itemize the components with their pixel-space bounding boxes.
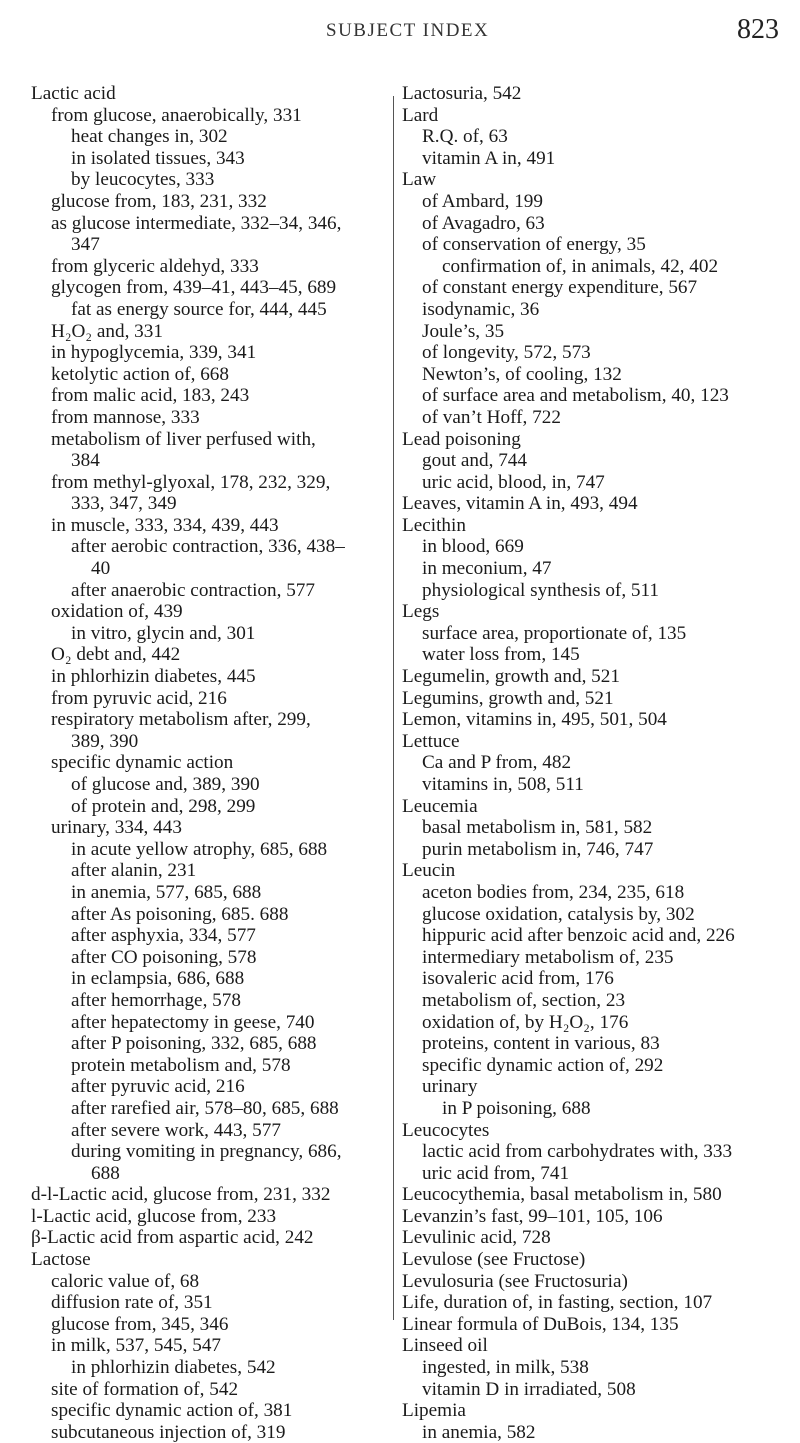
index-entry: Lactosuria, 542 xyxy=(402,83,522,104)
index-subentry: subcutaneous injection of, 319 xyxy=(51,1421,286,1443)
index-subentry: specific dynamic action xyxy=(51,752,234,774)
index-entry: Lettuce xyxy=(402,730,460,752)
index-subentry: aceton bodies from, 234, 235, 618 xyxy=(422,881,685,903)
index-subentry: from glyceric aldehyd, 333 xyxy=(51,255,259,277)
index-subentry: after pyruvic acid, 216 xyxy=(71,1076,245,1098)
right-column xyxy=(402,83,772,1443)
index-subentry: H₂O₂ and, 331 xyxy=(51,320,163,342)
index-subentry: after aerobic contraction, 336, 438– xyxy=(71,536,345,558)
index-subentry: isovaleric acid from, 176 xyxy=(422,968,614,990)
index-subentry: hippuric acid after benzoic acid and, 226 xyxy=(422,925,735,947)
index-subentry: urinary xyxy=(422,1076,478,1098)
index-subentry: fat as energy source for, 444, 445 xyxy=(71,298,327,320)
index-subentry: uric acid, blood, in, 747 xyxy=(422,471,605,493)
index-subentry: after alanin, 231 xyxy=(71,860,197,882)
index-entry: Levulosuria (see Fructosuria) xyxy=(402,1270,628,1292)
index-entry: Leucin xyxy=(402,860,456,882)
index-entry: Levanzin’s fast, 99–101, 105, 106 xyxy=(402,1205,663,1227)
index-entry: Levulose (see Fructose) xyxy=(402,1249,586,1271)
index-subentry: Joule’s, 35 xyxy=(422,320,505,342)
index-subentry: vitamins in, 508, 511 xyxy=(422,774,584,795)
index-subentry: from pyruvic acid, 216 xyxy=(51,687,227,709)
index-entry: Lactose xyxy=(31,1249,91,1271)
index-subentry: 40 xyxy=(91,558,111,580)
index-subentry: after asphyxia, 334, 577 xyxy=(71,925,256,947)
index-subentry: intermediary metabolism of, 235 xyxy=(422,946,674,968)
index-subentry: after severe work, 443, 577 xyxy=(71,1119,281,1141)
index-subentry: of glucose and, 389, 390 xyxy=(71,774,260,795)
index-subentry: after As poisoning, 685. 688 xyxy=(71,903,289,925)
index-subentry: from glucose, anaerobically, 331 xyxy=(51,104,302,126)
index-entry: β-Lactic acid from aspartic acid, 242 xyxy=(31,1227,314,1249)
index-subentry: in anemia, 582 xyxy=(422,1421,536,1443)
index-subentry: oxidation of, 439 xyxy=(51,601,183,623)
index-subentry: 347 xyxy=(71,234,100,256)
index-entry: Life, duration of, in fasting, section, 107 xyxy=(402,1292,713,1314)
index-subentry: basal metabolism in, 581, 582 xyxy=(422,817,653,839)
index-subentry: protein metabolism and, 578 xyxy=(71,1054,291,1076)
index-subentry: Ca and P from, 482 xyxy=(422,752,572,774)
index-subentry: in milk, 537, 545, 547 xyxy=(51,1335,222,1357)
index-entry: Levulinic acid, 728 xyxy=(402,1227,551,1249)
index-subentry: from methyl-glyoxal, 178, 232, 329, xyxy=(51,471,331,493)
index-subentry: specific dynamic action of, 292 xyxy=(422,1054,664,1076)
index-subentry: gout and, 744 xyxy=(422,450,527,472)
page-number: 823 xyxy=(737,14,779,45)
index-subentry: after hemorrhage, 578 xyxy=(71,989,241,1011)
index-subentry: as glucose intermediate, 332–34, 346, xyxy=(51,212,342,234)
index-entry: Legs xyxy=(402,601,440,623)
running-head: SUBJECT INDEX xyxy=(326,20,490,41)
index-subentry: by leucocytes, 333 xyxy=(71,169,215,191)
index-subentry: of conservation of energy, 35 xyxy=(422,234,646,256)
index-subentry: in isolated tissues, 343 xyxy=(71,147,245,169)
column-divider xyxy=(393,96,394,1320)
index-subentry: purin metabolism in, 746, 747 xyxy=(422,838,654,860)
index-subentry: glucose from, 183, 231, 332 xyxy=(51,190,267,212)
index-subentry: in acute yellow atrophy, 685, 688 xyxy=(71,838,328,860)
index-subentry: of van’t Hoff, 722 xyxy=(422,406,561,428)
index-entry: Linear formula of DuBois, 134, 135 xyxy=(402,1313,679,1335)
index-subentry: vitamin A in, 491 xyxy=(422,147,556,169)
index-entry: Lipemia xyxy=(402,1400,466,1422)
index-entry: Lard xyxy=(402,104,439,126)
index-subentry: metabolism of liver perfused with, xyxy=(51,428,316,450)
index-subentry: during vomiting in pregnancy, 686, xyxy=(71,1141,342,1163)
index-subentry: 333, 347, 349 xyxy=(71,493,177,515)
index-entry: Leucemia xyxy=(402,795,478,817)
index-subentry: confirmation of, in animals, 42, 402 xyxy=(442,255,719,277)
index-entry: Linseed oil xyxy=(402,1335,488,1357)
index-entry: l-Lactic acid, glucose from, 233 xyxy=(31,1205,277,1227)
index-subentry: of protein and, 298, 299 xyxy=(71,795,256,817)
index-subentry: 389, 390 xyxy=(71,730,139,752)
index-subentry: R.Q. of, 63 xyxy=(422,126,508,148)
index-entry: Leucocythemia, basal metabolism in, 580 xyxy=(402,1184,722,1206)
index-subentry: urinary, 334, 443 xyxy=(51,817,182,839)
left-column xyxy=(31,83,387,1443)
index-subentry: after rarefied air, 578–80, 685, 688 xyxy=(71,1097,339,1119)
index-subentry: glucose from, 345, 346 xyxy=(51,1313,229,1335)
index-subentry: caloric value of, 68 xyxy=(51,1270,200,1292)
index-subentry: of constant energy expenditure, 567 xyxy=(422,277,698,299)
index-subentry: after CO poisoning, 578 xyxy=(71,946,257,968)
index-subentry: respiratory metabolism after, 299, xyxy=(51,709,311,731)
index-subentry: after anaerobic contraction, 577 xyxy=(71,579,315,601)
index-subentry: of Ambard, 199 xyxy=(422,190,543,212)
index-subentry: glycogen from, 439–41, 443–45, 689 xyxy=(51,277,337,299)
index-subentry: isodynamic, 36 xyxy=(422,298,540,320)
index-entry: Lecithin xyxy=(402,514,466,536)
index-entry: Leaves, vitamin A in, 493, 494 xyxy=(402,493,638,515)
index-subentry: physiological synthesis of, 511 xyxy=(422,579,659,601)
index-subentry: in meconium, 47 xyxy=(422,558,552,580)
index-subentry: lactic acid from carbohydrates with, 333 xyxy=(422,1141,733,1163)
index-subentry: in vitro, glycin and, 301 xyxy=(71,622,256,644)
index-subentry: of surface area and metabolism, 40, 123 xyxy=(422,385,729,407)
index-entry: Legumins, growth and, 521 xyxy=(402,687,614,709)
index-subentry: in blood, 669 xyxy=(422,536,524,558)
index-subentry: water loss from, 145 xyxy=(422,644,580,666)
index-subentry: oxidation of, by H₂O₂, 176 xyxy=(422,1011,629,1033)
index-subentry: glucose oxidation, catalysis by, 302 xyxy=(422,903,695,925)
index-subentry: in phlorhizin diabetes, 445 xyxy=(51,666,256,688)
index-subentry: heat changes in, 302 xyxy=(71,126,228,148)
index-subentry: Newton’s, of cooling, 132 xyxy=(422,363,622,385)
index-subentry: ingested, in milk, 538 xyxy=(422,1357,589,1379)
index-entry: Lemon, vitamins in, 495, 501, 504 xyxy=(402,709,667,731)
index-subentry: of longevity, 572, 573 xyxy=(422,342,591,364)
index-entry: Lactic acid xyxy=(31,83,116,104)
index-entry: Lead poisoning xyxy=(402,428,521,450)
index-subentry: diffusion rate of, 351 xyxy=(51,1292,213,1314)
index-subentry: specific dynamic action of, 381 xyxy=(51,1400,293,1422)
index-subentry: of Avagadro, 63 xyxy=(422,212,545,234)
index-subentry: ketolytic action of, 668 xyxy=(51,363,229,385)
index-subentry: O₂ debt and, 442 xyxy=(51,644,181,666)
index-subentry: site of formation of, 542 xyxy=(51,1378,239,1400)
index-subentry: 384 xyxy=(71,450,100,472)
index-entry: Legumelin, growth and, 521 xyxy=(402,666,620,688)
index-entry: d-l-Lactic acid, glucose from, 231, 332 xyxy=(31,1184,331,1206)
index-subentry: in hypoglycemia, 339, 341 xyxy=(51,342,257,364)
index-subentry: from mannose, 333 xyxy=(51,406,200,428)
index-subentry: in P poisoning, 688 xyxy=(442,1097,591,1119)
index-subentry: in phlorhizin diabetes, 542 xyxy=(71,1357,276,1379)
index-subentry: surface area, proportionate of, 135 xyxy=(422,622,687,644)
index-subentry: in anemia, 577, 685, 688 xyxy=(71,881,262,903)
index-entry: Leucocytes xyxy=(402,1119,490,1141)
index-subentry: from malic acid, 183, 243 xyxy=(51,385,250,407)
index-subentry: after P poisoning, 332, 685, 688 xyxy=(71,1033,317,1055)
index-subentry: metabolism of, section, 23 xyxy=(422,989,626,1011)
index-entry: Law xyxy=(402,169,437,191)
index-subentry: after hepatectomy in geese, 740 xyxy=(71,1011,315,1033)
index-subentry: vitamin D in irradiated, 508 xyxy=(422,1378,636,1400)
index-subentry: in eclampsia, 686, 688 xyxy=(71,968,245,990)
index-subentry: 688 xyxy=(91,1162,120,1184)
index-subentry: uric acid from, 741 xyxy=(422,1162,570,1184)
page-header xyxy=(0,14,800,58)
index-subentry: in muscle, 333, 334, 439, 443 xyxy=(51,514,279,536)
index-subentry: proteins, content in various, 83 xyxy=(422,1033,660,1055)
